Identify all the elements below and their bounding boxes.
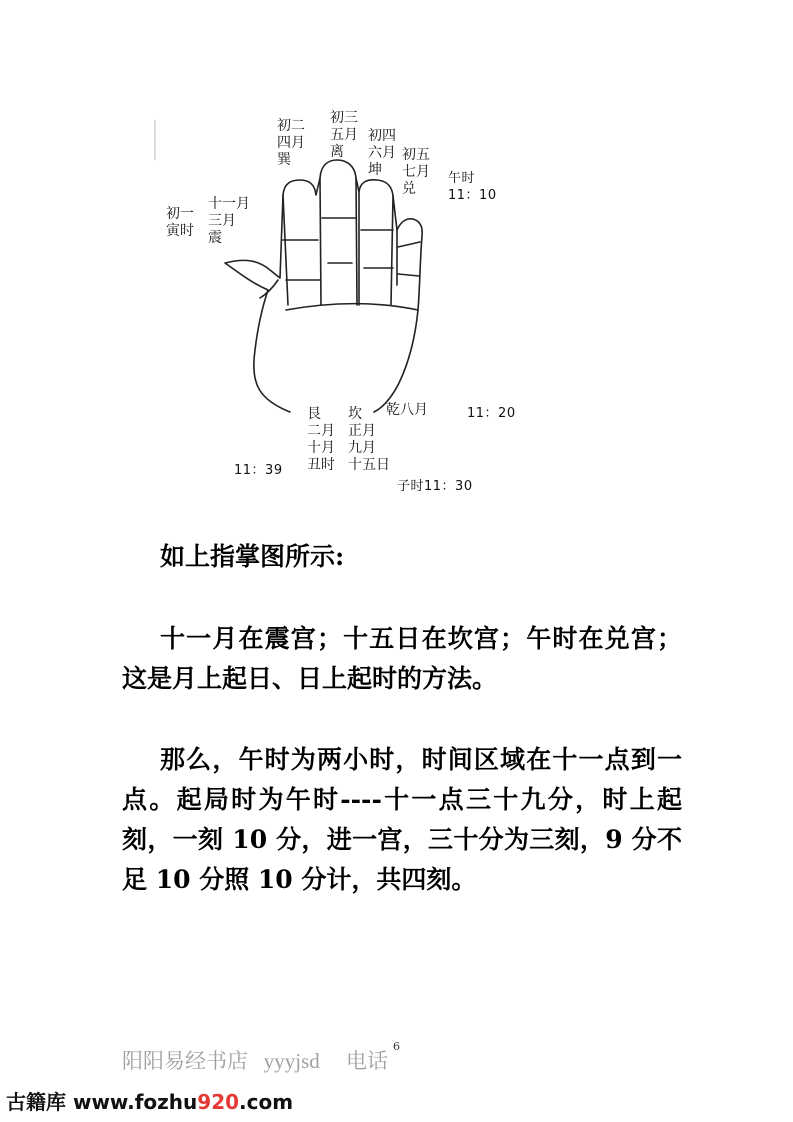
palm-diagram [150,100,550,500]
label-middle-finger: 初三 五月 离 [330,110,358,160]
site-url-suffix: .com [239,1090,294,1114]
label-qian-palace: 乾八月 [386,402,428,418]
intro-text: 如上指掌图所示: [160,542,345,571]
label-gen-palace: 艮 二月 十月 丑时 [307,406,335,473]
label-ring-finger: 初四 六月 坤 [368,128,396,178]
page-number: 6 [393,1040,400,1053]
label-zi-time: 子时11：30 [397,479,473,494]
label-little-finger: 初五 七月 兑 [402,147,430,197]
site-name: 古籍库 [6,1090,73,1114]
label-left-outer: 初一 寅时 [166,206,194,239]
label-thumb-top: 十一月 三月 震 [208,196,250,246]
label-time-1120: 11：20 [467,406,516,421]
paragraph-one: 十一月在震宫；十五日在坎宫；午时在兑宫；这是月上起日、日上起时的方法。 [122,624,682,693]
site-logo [6,1086,293,1115]
footer-watermark: 阳阳易经书店 yyyjsd 电话 [122,1049,389,1073]
paragraph-two: 那么，午时为两小时，时间区域在十一点到一点。起局时为午时----十一点三十九分，时上起刻，一刻 10 分，进一宫，三十分为三刻，9 分不足 10 分照 10 分计，共四刻。 [122,745,682,894]
site-url-number: 920 [197,1090,240,1114]
label-noon-time: 午时 11：10 [448,171,497,203]
label-time-1139: 11：39 [234,463,283,478]
label-index-finger: 初二 四月 巽 [277,118,305,168]
site-url-prefix: www.fozhu [72,1090,198,1114]
label-kan-palace: 坎 正月 九月 十五日 [348,406,390,473]
